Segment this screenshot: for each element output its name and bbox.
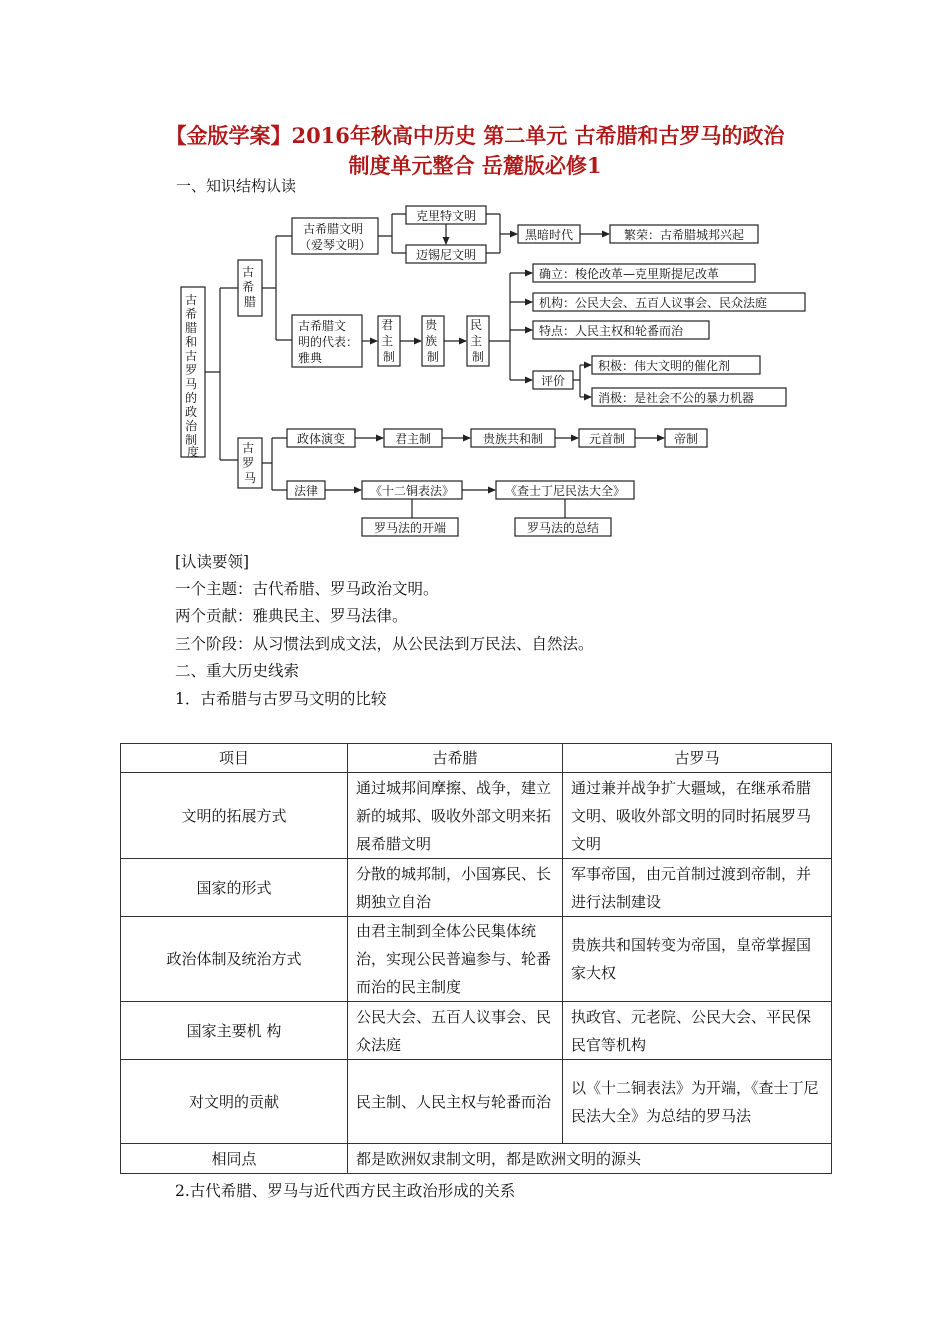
table-row bbox=[121, 773, 832, 859]
republic-label: 贵族共和制 bbox=[482, 432, 544, 446]
table-cell-rome: 贵族共和国转变为帝国，皇帝掌握国家大权 bbox=[563, 917, 832, 1002]
table-cell-rome: 通过兼并战争扩大疆域，在继承希腊文明、吸收外部文明的同时拓展罗马文明 bbox=[563, 773, 832, 859]
doc-title-line2: 制度单元整合 岳麓版必修1 bbox=[348, 153, 602, 178]
table-cell-greece: 分散的城邦制，小国寡民、长期独立自治 bbox=[348, 859, 563, 917]
law-summary-label: 罗马法的总结 bbox=[526, 521, 600, 535]
features-label: 特点：人民主权和轮番而治 bbox=[539, 324, 684, 338]
root-label: 古 希 腊 和 古 罗 马 的 政 治 制 度 bbox=[185, 293, 200, 459]
greek-civilization-label: 古希腊文明 （爱琴文明） bbox=[298, 222, 372, 252]
doc-title-line1: 【金版学案】2016年秋高中历史 第二单元 古希腊和古罗马的政治 bbox=[165, 123, 785, 148]
greece-label: 古 希 腊 bbox=[242, 265, 257, 309]
table-header-greece: 古希腊 bbox=[348, 744, 563, 773]
evaluation-label: 评价 bbox=[540, 374, 566, 388]
table-cell-rome: 以《十二铜表法》为开端，《查士丁尼民法大全》为总结的罗马法 bbox=[563, 1060, 832, 1144]
roman-monarchy-label: 君主制 bbox=[394, 432, 432, 446]
aristocracy-label: 贵 族 制 bbox=[425, 318, 440, 364]
twelve-tables-label: 《十二铜表法》 bbox=[369, 484, 455, 498]
crete-label: 克里特文明 bbox=[415, 209, 477, 223]
establish-label: 确立：梭伦改革—克里斯提尼改革 bbox=[539, 267, 720, 281]
comparison-table bbox=[120, 743, 832, 1174]
corpus-label: 《查士丁尼民法大全》 bbox=[504, 484, 626, 498]
table-cell-item: 国家的形式 bbox=[121, 859, 348, 917]
democracy-label: 民 主 制 bbox=[470, 318, 485, 364]
rome-label: 古 罗 马 bbox=[242, 441, 257, 485]
subsection-relationship: 2.古代希腊、罗马与近代西方民主政治形成的关系 bbox=[175, 1182, 516, 1200]
table-cell-rome: 军事帝国，由元首制过渡到帝制，并进行法制建设 bbox=[563, 859, 832, 917]
law-start-label: 罗马法的开端 bbox=[373, 521, 447, 535]
table-cell-item: 对文明的贡献 bbox=[121, 1060, 348, 1144]
monarchy-label: 君 主 制 bbox=[381, 318, 396, 364]
table-cell-item: 国家主要机 构 bbox=[121, 1002, 348, 1060]
empire-label: 帝制 bbox=[673, 432, 699, 446]
table-header-row bbox=[121, 744, 832, 773]
notes-line-1: 一个主题：古代希腊、罗马政治文明。 bbox=[175, 580, 439, 598]
prosperity-label: 繁荣：古希腊城邦兴起 bbox=[623, 228, 745, 242]
polity-label: 政体演变 bbox=[296, 432, 346, 446]
mycenae-label: 迈锡尼文明 bbox=[415, 248, 477, 262]
principate-label: 元首制 bbox=[588, 432, 626, 446]
dark-age-label: 黑暗时代 bbox=[524, 228, 574, 242]
negative-label: 消极：是社会不公的暴力机器 bbox=[598, 391, 755, 405]
notes-line-3: 三个阶段：从习惯法到成文法，从公民法到万民法、自然法。 bbox=[175, 635, 594, 653]
notes-line-2: 两个贡献：雅典民主、罗马法律。 bbox=[175, 607, 408, 625]
table-header-item: 项目 bbox=[121, 744, 348, 773]
table-cell-item: 文明的拓展方式 bbox=[121, 773, 348, 859]
table-row bbox=[121, 1060, 832, 1144]
section-historical-clues: 二、重大历史线索 bbox=[175, 662, 300, 680]
positive-label: 积极：伟大文明的催化剂 bbox=[598, 359, 731, 373]
table-cell-common: 都是欧洲奴隶制文明，都是欧洲文明的源头 bbox=[348, 1144, 832, 1174]
table-row bbox=[121, 859, 832, 917]
table-cell-item: 相同点 bbox=[121, 1144, 348, 1174]
table-cell-greece: 由君主制到全体公民集体统治，实现公民普遍参与、轮番而治的民主制度 bbox=[348, 917, 563, 1002]
table-cell-rome: 执政官、元老院、公民大会、平民保民官等机构 bbox=[563, 1002, 832, 1060]
table-row bbox=[121, 1144, 832, 1174]
table-row bbox=[121, 1002, 832, 1060]
subsection-comparison: 1．古希腊与古罗马文明的比较 bbox=[175, 690, 387, 708]
knowledge-structure-diagram bbox=[0, 0, 950, 545]
table-cell-greece: 民主制、人民主权与轮番而治 bbox=[348, 1060, 563, 1144]
institutions-label: 机构：公民大会、五百人议事会、民众法庭 bbox=[539, 296, 768, 310]
table-cell-greece: 公民大会、五百人议事会、民众法庭 bbox=[348, 1002, 563, 1060]
table-cell-item: 政治体制及统治方式 bbox=[121, 917, 348, 1002]
law-label: 法律 bbox=[293, 484, 319, 498]
athens-label: 古希腊文 明的代表： 雅典 bbox=[298, 319, 359, 365]
section-knowledge-structure: 一、知识结构认读 bbox=[176, 177, 297, 195]
table-header-rome: 古罗马 bbox=[563, 744, 832, 773]
table-row bbox=[121, 917, 832, 1002]
notes-heading: [认读要领] bbox=[175, 553, 250, 571]
table-cell-greece: 通过城邦间摩擦、战争，建立新的城邦、吸收外部文明来拓展希腊文明 bbox=[348, 773, 563, 859]
